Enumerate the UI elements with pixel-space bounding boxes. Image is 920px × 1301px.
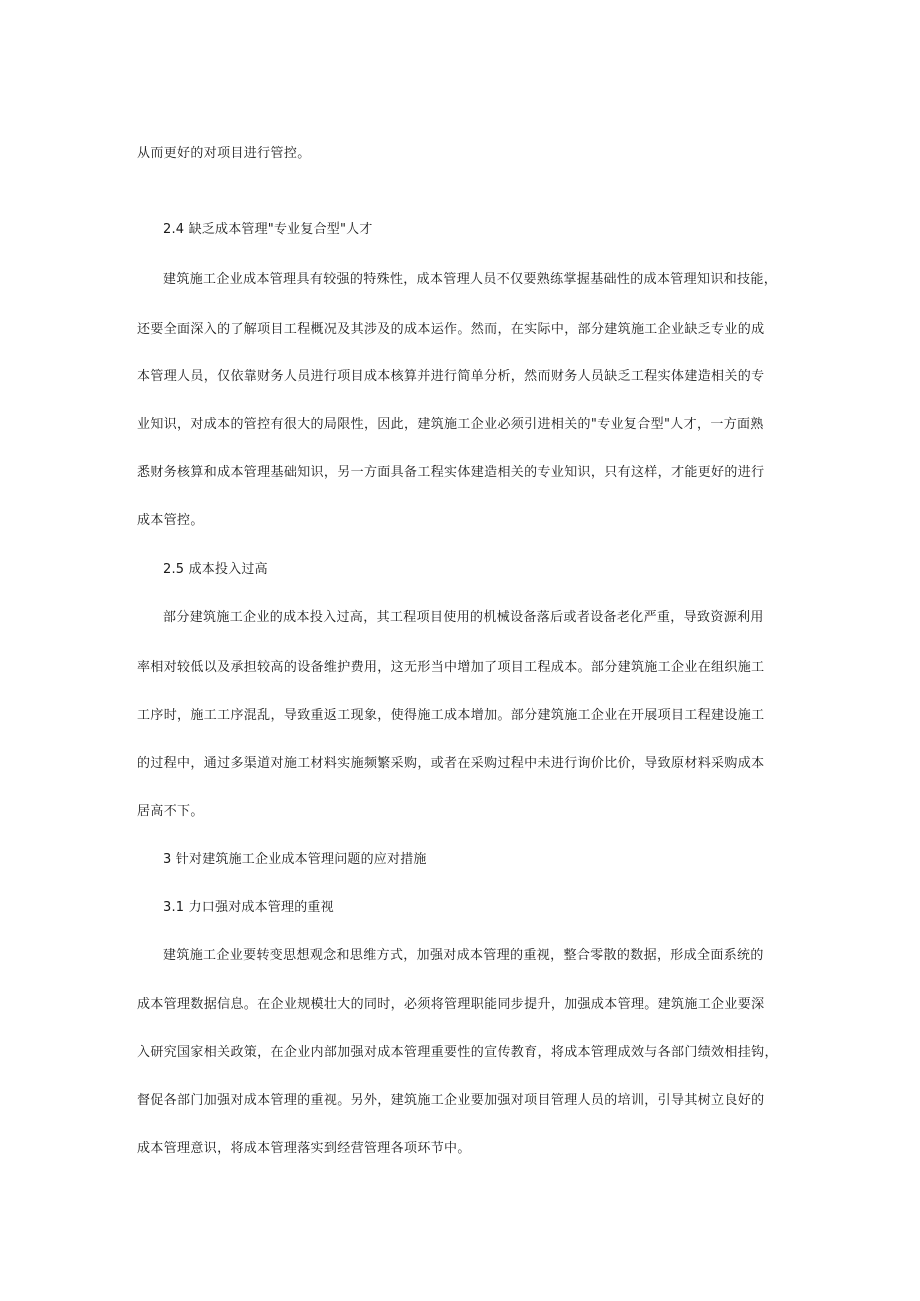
paragraph-line: 工序时，施工工序混乱，导致重返工现象，使得施工成本增加。部分建筑施工企业在开展项目工程建设施工 — [137, 708, 765, 723]
paragraph-line: 建筑施工企业成本管理具有较强的特殊性，成本管理人员不仅要熟练掌握基础性的成本管理知识和技能， — [163, 272, 778, 287]
paragraph-line: 的过程中，通过多渠道对施工材料实施频繁采购，或者在采购过程中未进行询价比价，导致原材料采购成本 — [137, 756, 765, 771]
section-heading-3-1: 3.1 力口强对成本管理的重视 — [163, 900, 334, 915]
paragraph-line: 成本管理数据信息。在企业规模壮大的同时，必须将管理职能同步提升，加强成本管理。建筑施工企业要深 — [137, 997, 765, 1012]
section-heading-2-5: 2.5 成本投入过高 — [163, 562, 268, 577]
paragraph-tail-line: 从而更好的对项目进行管控。 — [137, 146, 311, 161]
paragraph-line: 还要全面深入的了解项目工程概况及其涉及的成本运作。然而，在实际中，部分建筑施工企业缺乏专业的成 — [137, 322, 765, 337]
paragraph-line: 居高不下。 — [137, 804, 204, 819]
paragraph-line: 率相对较低以及承担较高的设备维护费用，这无形当中增加了项目工程成本。部分建筑施工企业在组织施工 — [137, 660, 765, 675]
paragraph-line: 建筑施工企业要转变思想观念和思维方式，加强对成本管理的重视，整合零散的数据，形成全面系统的 — [163, 948, 764, 963]
section-heading-3: 3 针对建筑施工企业成本管理问题的应对措施 — [163, 852, 427, 867]
section-heading-2-4: 2.4 缺乏成本管理"专业复合型"人才 — [163, 222, 373, 237]
paragraph-line: 部分建筑施工企业的成本投入过高，其工程项目使用的机械设备落后或者设备老化严重，导致资源利用 — [163, 610, 764, 625]
paragraph-line: 督促各部门加强对成本管理的重视。另外，建筑施工企业要加强对项目管理人员的培训，引导其树立良好的 — [137, 1093, 765, 1108]
paragraph-line: 成本管理意识，将成本管理落实到经营管理各项环节中。 — [137, 1141, 471, 1156]
paragraph-line: 业知识，对成本的管控有很大的局限性，因此，建筑施工企业必须引进相关的"专业复合型"人才，一方面熟 — [137, 417, 764, 432]
paragraph-line: 悉财务核算和成本管理基础知识，另一方面具备工程实体建造相关的专业知识，只有这样，才能更好的进行 — [137, 465, 765, 480]
paragraph-line: 成本管控。 — [137, 513, 204, 528]
paragraph-line: 入研究国家相关政策，在企业内部加强对成本管理重要性的宣传教育，将成本管理成效与各部门绩效相挂钩， — [137, 1045, 778, 1060]
paragraph-line: 本管理人员，仅依靠财务人员进行项目成本核算并进行简单分析，然而财务人员缺乏工程实体建造相关的专 — [137, 369, 765, 384]
